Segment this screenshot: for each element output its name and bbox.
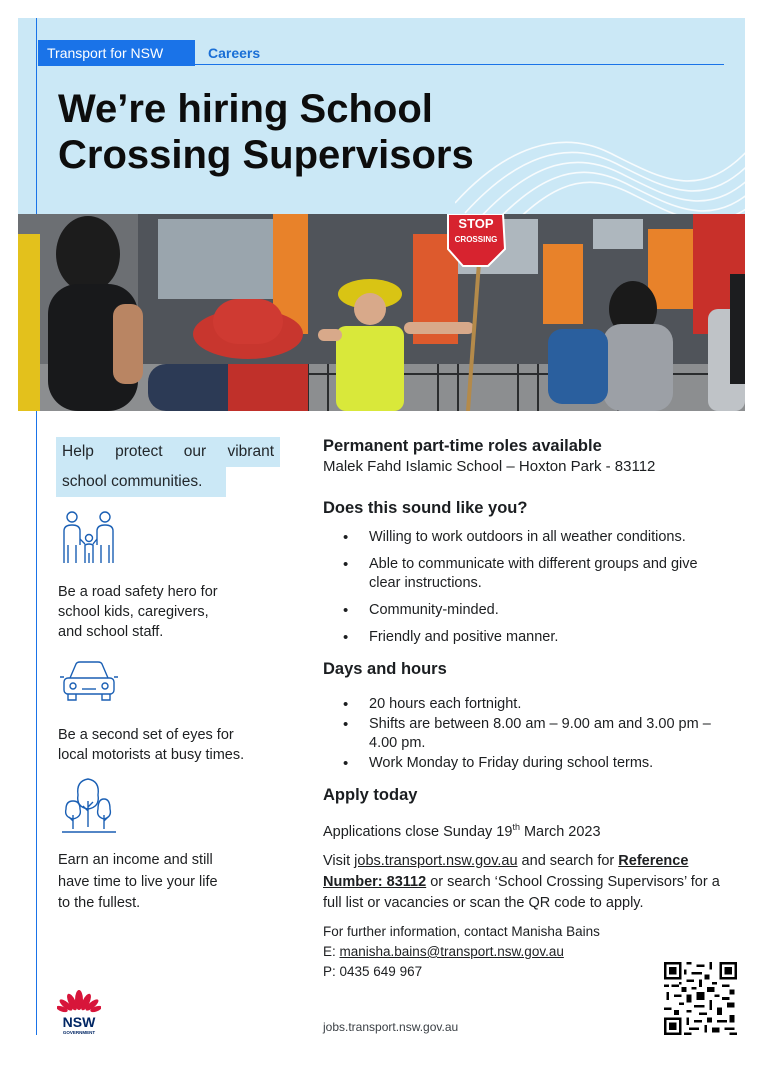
list-item: • 20 hours each fortnight. xyxy=(323,695,733,714)
contact-email-link[interactable]: manisha.bains@transport.nsw.gov.au xyxy=(339,943,564,959)
careers-label: Careers xyxy=(208,45,261,61)
apply-heading: Apply today xyxy=(323,786,418,804)
apply-instructions xyxy=(323,851,728,914)
apply-section xyxy=(323,786,733,982)
contact-line: For further information, contact Manisha Bains xyxy=(323,923,600,939)
contact-email-row xyxy=(323,942,733,962)
roles-section xyxy=(323,437,733,475)
benefit-text-1: Be a road safety hero for school kids, caregivers, and school staff. xyxy=(58,584,218,640)
contact-phone: P: 0435 649 967 xyxy=(323,963,423,979)
apply-instructions-rest: or search ‘School Crossing Supervisors’ for a full list or vacancies or scan the QR code to apply. xyxy=(323,873,720,911)
requirements-list xyxy=(323,528,733,647)
left-accent-line xyxy=(36,18,37,1035)
email-prefix: E: xyxy=(323,943,340,959)
days-hours-heading: Days and hours xyxy=(323,660,447,678)
title-line-2: Crossing Supervisors xyxy=(58,133,474,177)
tagline-line-2: school communities. xyxy=(56,467,226,497)
logo-subtext: GOVERNMENT xyxy=(62,1030,96,1035)
sound-like-you-heading: Does this sound like you? xyxy=(323,499,528,517)
logo-wordmark: NSW xyxy=(62,1014,96,1030)
footer-url: jobs.transport.nsw.gov.au xyxy=(323,1020,459,1034)
nsw-government-logo xyxy=(57,986,101,1036)
reference-number: Reference Number: 83112 xyxy=(323,852,689,890)
close-date-text: Applications close Sunday 19 xyxy=(323,823,513,840)
roles-location: Malek Fahd Islamic School – Hoxton Park - 83112 xyxy=(323,458,656,475)
page-title xyxy=(58,86,618,178)
roles-heading: Permanent part-time roles available xyxy=(323,437,602,455)
qr-code[interactable] xyxy=(664,962,737,1035)
list-item: • Community-minded. xyxy=(323,601,733,620)
close-date-month: March 2023 xyxy=(519,823,601,840)
list-item: • Able to communicate with different groups and give clear instructions. xyxy=(323,555,733,593)
family-icon xyxy=(60,511,118,567)
list-item: • Work Monday to Friday during school terms. xyxy=(323,754,733,773)
list-item: • Friendly and positive manner. xyxy=(323,628,733,647)
sound-like-you-section xyxy=(323,499,733,647)
list-item: • Willing to work outdoors in all weather conditions. xyxy=(323,528,733,547)
benefit-text-2: Be a second set of eyes for local motorists at busy times. xyxy=(58,727,245,763)
brand-label: Transport for NSW xyxy=(38,40,195,66)
benefit-text-3: Earn an income and still have time to live your life to the fullest. xyxy=(58,852,218,911)
list-item: • Shifts are between 8.00 am – 9.00 am and 3.00 pm – 4.00 pm. xyxy=(323,715,733,753)
hero-photo xyxy=(18,214,745,411)
trees-icon xyxy=(60,777,118,835)
header-banner xyxy=(18,18,745,214)
search-for-text: and search for xyxy=(517,852,619,869)
header-divider xyxy=(38,64,724,65)
visit-text: Visit xyxy=(323,852,355,869)
title-line-1: We’re hiring School xyxy=(58,87,433,131)
close-date-suffix: th xyxy=(512,822,520,832)
tagline xyxy=(56,437,280,497)
hours-list xyxy=(323,695,733,773)
car-icon xyxy=(60,660,118,702)
crossing-supervisor-scene xyxy=(18,214,745,411)
tagline-line-1: Help protect our vibrant xyxy=(56,437,280,467)
crossing-sign-text: CROSSING xyxy=(454,235,498,244)
days-hours-section xyxy=(323,660,733,773)
applications-close xyxy=(323,817,733,843)
jobs-link[interactable]: jobs.transport.nsw.gov.au xyxy=(354,852,518,869)
stop-sign-text: STOP xyxy=(458,216,494,231)
